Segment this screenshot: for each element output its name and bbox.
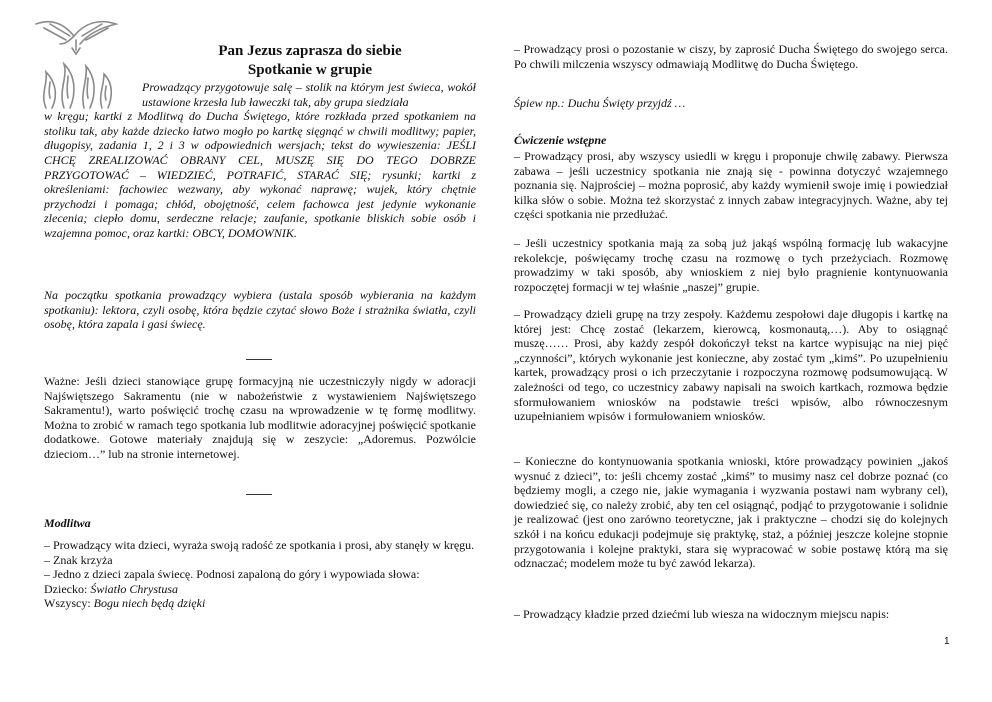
beginning-paragraph: Na początku spotkania prowadzący wybiera (ustala sposób wybierania na każdym spotkaniu): lektora, czyli osobę, która będzie czytać słowo Boże i strażnika światła, czyli osobę, która zapala i gasi świecę. [44,288,476,332]
right-paragraph-4: – Jeśli uczestnicy spotkania mają za sobą już jakąś wspólną formację lub wakacyjne rekolekcje, poświęcamy trochę czasu na rozmowę o tych przeżyciach. Rozmowę prowadzimy w taki sposób, aby wnioskiem z niej było pragnienie kontynuowania rozpoczętej formacji w tej właśnie „naszej” grupie. [514,236,948,294]
page-title [190,42,430,80]
modlitwa-step-1: – Prowadzący wita dzieci, wyraża swoją radość ze spotkania i prosi, aby stanęły w kręgu. [44,538,475,552]
modlitwa-step-3: – Jedno z dzieci zapala świecę. Podnosi zapaloną do góry i wypowiada słowa: [44,567,420,582]
modlitwa-section [44,538,476,611]
right-paragraph-3: – Prowadzący prosi, aby wszyscy usiedli w kręgu i proponuje chwilę zabawy. Pierwsza zabawa – jeśli uczestnicy spotkania nie znają się - powinna dotyczyć wzajemnego poznania się. Najprościej – można poprosić, aby każdy wymienił swoje imię i powiedział kilka słów o sobie. Można też skorzystać z innych zabaw integracyjnych. Ważne, aby tej części spotkania nie przedłużać. [514,149,948,222]
right-paragraph-5: – Prowadzący dzieli grupę na trzy zespoły. Każdemu zespołowi daje długopis i kartkę na której jest: Chcę zostać (lekarzem, kierowcą, kosmonautą,…). Aby to osiągnąć muszę…… Prosi, aby każdy zespół dokończył tekst na kartce wypisując na niej pięć „czynności”, których wykonanie jest konieczne, aby zostać tym „kimś”. Po uzupełnieniu kartek, prowadzący prosi o ich przeczytanie i rozpoczyna rozmowę podsumowującą. W zależności od tego, co uczestnicy zabawy napisali na swoich kartkach, rozmowa będzie sformułowaniem wniosków na podstawie treści wpisów, albo równoczesnym uzupełnianiem wpisów i formułowaniem wniosków. [514,307,948,424]
section-heading-modlitwa: Modlitwa [44,516,91,530]
dialog-wszyscy [44,596,476,611]
note-paragraph: Ważne: Jeśli dzieci stanowiące grupę formacyjną nie uczestniczyły nigdy w adoracji Najświętszego Sakramentu (nie w nabożeństwie z wystawieniem Najświętszego Sakramentu!), warto poświęcić trochę czasu na wprowadzenie w tę formę modlitwy. Można to zrobić w ramach tego spotkania lub modlitwie adoracyjnej poświęcić spotkanie dodatkowe. Gotowe materiały znajdują się w zeszycie: „Adoremus. Pozwólcie dzieciom…” lub na stronie internetowej. [44,374,476,461]
modlitwa-step-2: – Znak krzyża [44,552,113,567]
intro-instructions [44,80,476,241]
right-paragraph-7: – Prowadzący kładzie przed dziećmi lub wiesza na widocznym miejscu napis: [514,607,890,621]
title-line-2: Spotkanie w grupie [247,62,373,78]
intro-rest: w kręgu; kartki z Modlitwą do Ducha Świętego, które rozkłada przed spotkaniem na stoliku tak, aby każde dziecko łatwo mogło po kartkę sięgnąć w chwili modlitwy; papier, długopisy, zadania 1, 2 i 3 w odpowiednich wersjach; tekst do wywieszenia: JEŚLI CHCĘ ZREALIZOWAĆ OBRANY CEL, MUSZĘ SIĘ DO TEGO DOBRZE PRZYGOTOWAĆ – WIEDZIEĆ, POTRAFIĆ, STARAĆ SIĘ; rysunki; kartki z określeniami: fachowiec wezwany, aby wykonać naprawę; wujek, który chętnie przychodzi i pomaga; chłód, obojętność, celem fachowca jest jedynie wykonanie zlecenia; ciepło domu, serdeczne relacje; zaufanie, spotkanie bliskich sobie osób i wzajemna pomoc, oraz kartki: OBCY, DOMOWNIK. [44,109,476,240]
right-paragraph-6: – Konieczne do kontynuowania spotkania wnioski, które prowadzący powinien „jakoś wysnuć z dzieci”, to: jeśli chcemy zostać „kimś” to musimy nasz cel dobrze poznać (co będziemy mogli, a czego nie, jakie wymagania i wyzwania postawi nam wybrany cel), dowiedzieć się, co należy zrobić, aby ten cel osiągnąć, podjąć to przygotowanie i solidnie je realizować (jest ono zarówno teoretyczne, jak i praktyczne – chodzi się do kolejnych szkół i na końcu edukacji podejmuje się praktykę, staż, a później jeszcze kolejne stopnie przygotowania i kolejne praktyki, stara się wypracować w sobie postawę którą ma się odznaczać; modelem może tu być zawód lekarza). [514,454,948,571]
page-number: 1 [944,636,950,647]
divider-1 [246,359,272,360]
title-line-1: Pan Jezus zaprasza do siebie [218,43,402,59]
section-heading-cwiczenie: Ćwiczenie wstępne [514,133,607,147]
dziecko-label: Dziecko: [44,581,91,596]
divider-2 [246,494,272,495]
wszyscy-label: Wszyscy: [44,596,94,611]
wszyscy-text: Bogu niech będą dzięki [93,596,206,611]
intro-first: Prowadzący przygotowuje salę – stolik na którym jest świeca, wokół ustawione krzesła lub ławeczki tak, aby grupa siedziała [142,80,476,109]
dziecko-text: Światło Chrystusa [90,581,178,596]
dialog-dziecko [44,582,476,597]
song-line: Śpiew np.: Duchu Święty przyjdź … [514,96,686,110]
right-paragraph-1: – Prowadzący prosi o pozostanie w ciszy, by zaprosić Ducha Świętego do swojego serca. Po chwili milczenia wszyscy odmawiają Modlitwę do Ducha Świętego. [514,42,948,71]
